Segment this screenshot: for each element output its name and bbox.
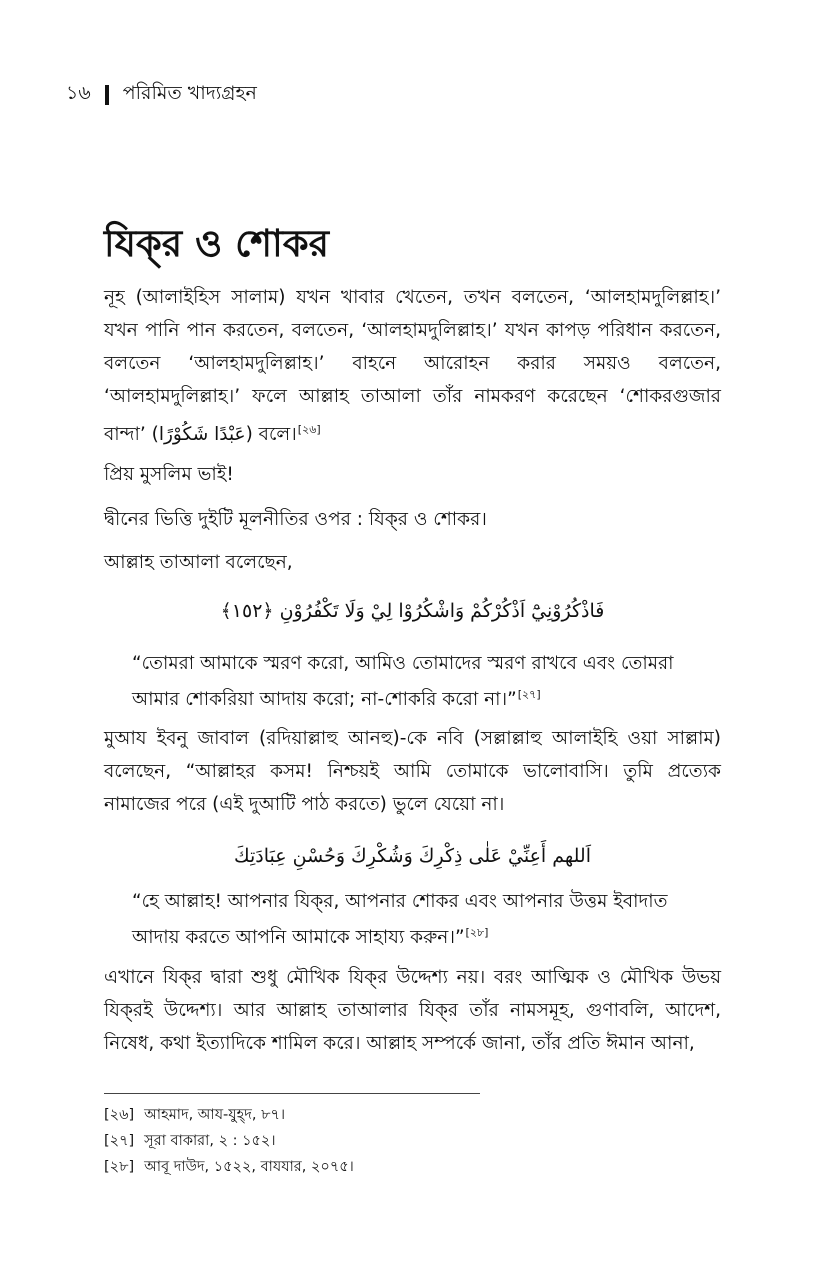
paragraph-dhikr-explanation: এখানে যিক্‌র দ্বারা শুধু মৌখিক যিক্‌র উদ্দেশ্য নয়। বরং আত্মিক ও মৌখিক উভয় যিক্‌রই উদ্দেশ্য। আর আল্লাহ তাআলার যিক্‌র তাঁর নামসমূহ, গুণাবলি, আদেশ, নিষেধ, কথা ইত্যাদিকে শামিল করে। আল্লাহ সম্পর্কে জানা, তাঁর প্রতি ঈমান আনা, (104, 967, 721, 1054)
running-header (66, 80, 257, 110)
footnotes (104, 1102, 354, 1180)
footnote-ref-28: [২৮] (465, 926, 489, 939)
arabic-verse: فَاذْكُرُوْنِيْٓ اَذْكُرْكُمْ وَاشْكُرُوْا لِيْ وَلَا تَكْفُرُوْنِ ﴿١٥٢﴾ (220, 600, 605, 622)
paragraph-nuh (104, 281, 721, 451)
paragraph-allah-said: আল্লাহ তাআলা বলেছেন, (104, 552, 293, 573)
footnote-text: সূরা বাকারা, ২ : ১৫২। (144, 1133, 276, 1149)
footnote-item (104, 1154, 354, 1180)
footnote-divider (104, 1093, 480, 1094)
footnote-ref-26: [২৬] (297, 423, 321, 436)
footnote-text: আহমাদ, আয-যুহ্‌দ, ৮৭। (144, 1107, 286, 1123)
paragraph-muadh: মুআয ইবনু জাবাল (রদিয়াল্লাহু আনহু)-কে নবি (সল্লাল্লাহু আলাইহি ওয়া সাল্লাম) বলেছেন, “আল্লাহর কসম! নিশ্চয়ই আমি তোমাকে ভালোবাসি। তুমি প্রত্যেক নামাজের পরে (এই দুআটি পাঠ করতে) ভুলে যেয়ো না। (104, 728, 721, 815)
quote-verse-text: “তোমরা আমাকে স্মরণ করো, আমিও তোমাদের স্মরণ রাখবে এবং তোমরা আমার শোকরিয়া আদায় করো; না-শোকরি করো না।” (132, 653, 674, 710)
footnote-mark: [২৭] (104, 1133, 135, 1149)
footnote-item (104, 1102, 354, 1128)
footnote-ref-27: [২৭] (517, 688, 541, 701)
running-title: পরিমিত খাদ্যগ্রহন (122, 82, 257, 104)
footnote-item (104, 1128, 354, 1154)
paragraph-nuh-text: নূহ (আলাইহিস সালাম) যখন খাবার খেতেন, তখন বলতেন, ‘আলহামদুলিল্লাহ।’ যখন পানি পান করতেন, বলতেন, ‘আলহামদুলিল্লাহ।’ যখন কাপড় পরিধান করতেন, বলতেন ‘আলহামদুলিল্লাহ।’ বাহনে আরোহন করার সময়ও বলতেন, ‘আলহামদুলিল্লাহ।’ ফলে আল্লাহ তাআলা তাঁর নামকরণ করেছেন ‘শোকরগুজার বান্দা’ (عَبْدًا شَكُوْرًا) বলে। (104, 287, 721, 445)
quote-dua-translation (132, 886, 707, 953)
footnote-mark: [২৮] (104, 1159, 135, 1175)
quote-dua-text: “হে আল্লাহ! আপনার যিক্‌র, আপনার শোকর এবং আপনার উত্তম ইবাদাত আদায় করতে আপনি আমাকে সাহায্য করুন।” (132, 891, 668, 948)
header-divider (105, 85, 109, 105)
footnote-mark: [২৬] (104, 1107, 135, 1123)
paragraph-greeting: প্রিয় মুসলিম ভাই! (104, 464, 234, 485)
section-title: যিক্‌র ও শোকর (104, 222, 330, 265)
page-number: ১৬ (66, 82, 91, 104)
footnote-text: আবূ দাউদ, ১৫২২, বাযযার, ২০৭৫। (144, 1159, 354, 1175)
paragraph-foundation: দ্বীনের ভিত্তি দুইটি মূলনীতির ওপর : যিক্‌র ও শোকর। (104, 509, 487, 530)
arabic-dua: اَللهم أَعِنِّيْ عَلٰى ذِكْرِكَ وَشُكْرِكَ وَحُسْنِ عِبَادَتِكَ (234, 845, 591, 867)
quote-verse-translation (132, 648, 707, 715)
